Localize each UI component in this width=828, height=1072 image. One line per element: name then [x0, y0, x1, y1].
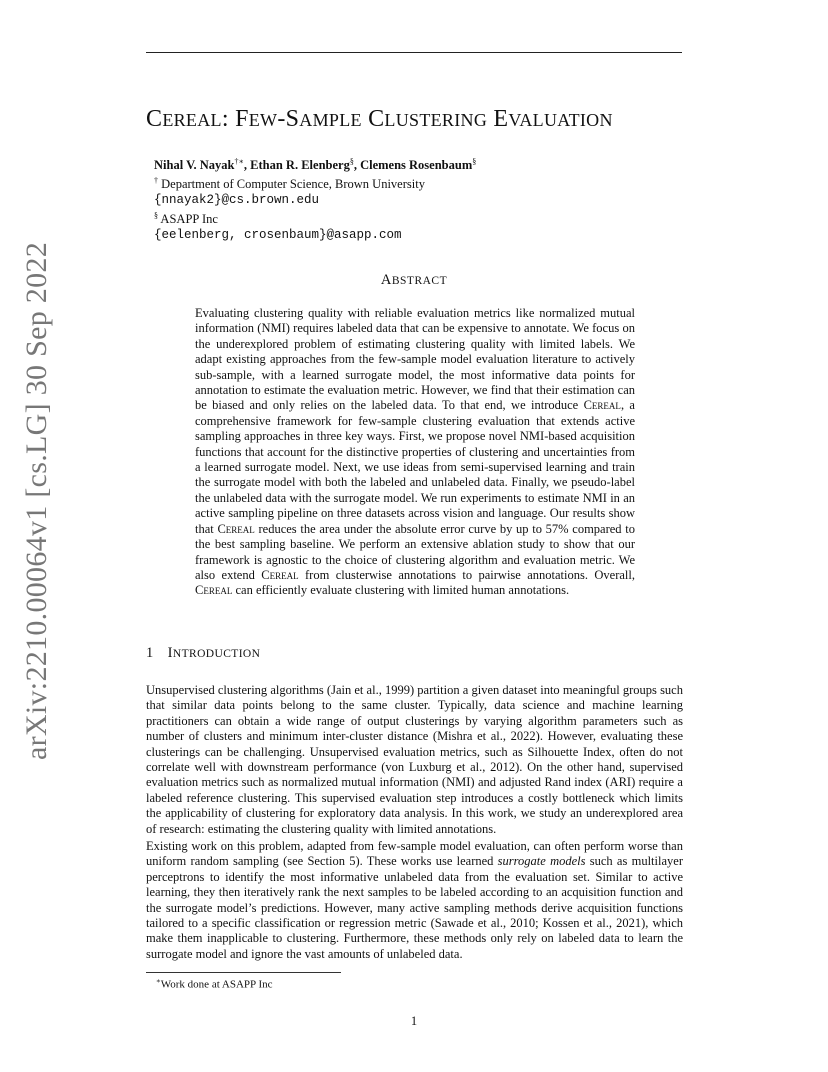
intro-paragraph: Unsupervised clustering algorithms (Jain et al., 1999) partition a given dataset into meaningful groups such that similar data points belong to the same cluster. Typically, data science and machine learning practitioners can obtain a wide range of output clusterings by varying algorithm parameters such as number of clusters and minimum inter-cluster distance (Mishra et al., 2022). However, evaluating these clusterings can be challenging. Unsupervised evaluation metrics, such as Silhouette Index, often do not correlate well with downstream performance (von Luxburg et al., 2012). On the other hand, supervised evaluation metrics such as normalized mutual information (NMI) and adjusted Rand index (ARI) require a labeled reference clustering. This supervised evaluation step introduces a costly bottleneck which limits the applicability of clustering for exploratory data analysis. In this work, we study an underexplored area of research: estimating the clustering quality with limited annotations. [146, 683, 683, 836]
footnote-rule [146, 972, 341, 973]
affiliation: † Department of Computer Science, Brown University [154, 176, 425, 192]
author-name: Ethan R. Elenberg [250, 158, 350, 173]
email[interactable]: {eelenberg, crosenbaum}@asapp.com [154, 228, 402, 243]
intro-paragraph: Existing work on this problem, adapted from few-sample model evaluation, can often perform worse than uniform random sampling (see Section 5). These works use learned surrogate models such as multilayer perceptrons to identify the most informative unlabeled data from the evaluation set. Similar to active learning, they then iteratively rank the next samples to be labeled according to an acquisition function and the surrogate model’s predictions. However, many active sampling methods derive acquisition functions tailored to a specific classification or regression metric (Sawade et al., 2010; Kossen et al., 2021), which make them inapplicable to clustering. Furthermore, these methods only rely on labeled data to learn the surrogate model and ignore the vast amounts of unlabeled data. [146, 839, 683, 961]
abstract-heading: ABSTRACT [380, 272, 448, 288]
arxiv-identifier[interactable]: arXiv:2210.00064v1 [cs.LG] 30 Sep 2022 [20, 241, 53, 760]
footnote: ∗Work done at ASAPP Inc [156, 977, 273, 991]
affiliation: § ASAPP Inc [154, 211, 218, 227]
author-names: Nihal V. Nayak†∗, Ethan R. Elenberg§, Clemens Rosenbaum§ [154, 157, 477, 173]
section-heading-introduction: 1 INTRODUCTION [146, 645, 261, 661]
author-block [154, 154, 694, 243]
top-rule [146, 52, 682, 53]
abstract-text: Evaluating clustering quality with reliable evaluation metrics like normalized mutual information (NMI) requires labeled data that can be expensive to annotate. We focus on the underexplored problem of estimating clustering quality with limited labels. We adapt existing approaches from the few-sample model evaluation literature to actively sub-sample, with a learned surrogate model, the most informative data points for annotation to estimate the evaluation metric. However, we find that their estimation can be biased and only relies on the labeled data. To that end, we introduce Cereal, a comprehensive framework for few-sample clustering evaluation that extends active sampling approaches in three key ways. First, we propose novel NMI-based acquisition functions that account for the distinctive properties of clustering and uncertainties from a learned surrogate model. Next, we use ideas from semi-supervised learning and train the surrogate model with both the labeled and unlabeled data. Finally, we pseudo-label the unlabeled data with the surrogate model. We run experiments to estimate NMI in an active sampling pipeline on three datasets across vision and language. Our results show that Cereal reduces the area under the absolute error curve by up to 57% compared to the best sampling baseline. We perform an extensive ablation study to show that our framework is agnostic to the choice of clustering algorithm and evaluation metric. We also extend Cereal from clusterwise annotations to pairwise annotations. Overall, Cereal can efficiently evaluate clustering with limited human annotations. [195, 306, 635, 598]
author-name: Nihal V. Nayak [154, 158, 235, 173]
email[interactable]: {nnayak2}@cs.brown.edu [154, 193, 320, 208]
author-name: Clemens Rosenbaum [360, 158, 473, 173]
paper-title: CEREAL: FEW-SAMPLE CLUSTERING EVALUATION [146, 106, 613, 132]
page-number: 1 [410, 1014, 418, 1028]
